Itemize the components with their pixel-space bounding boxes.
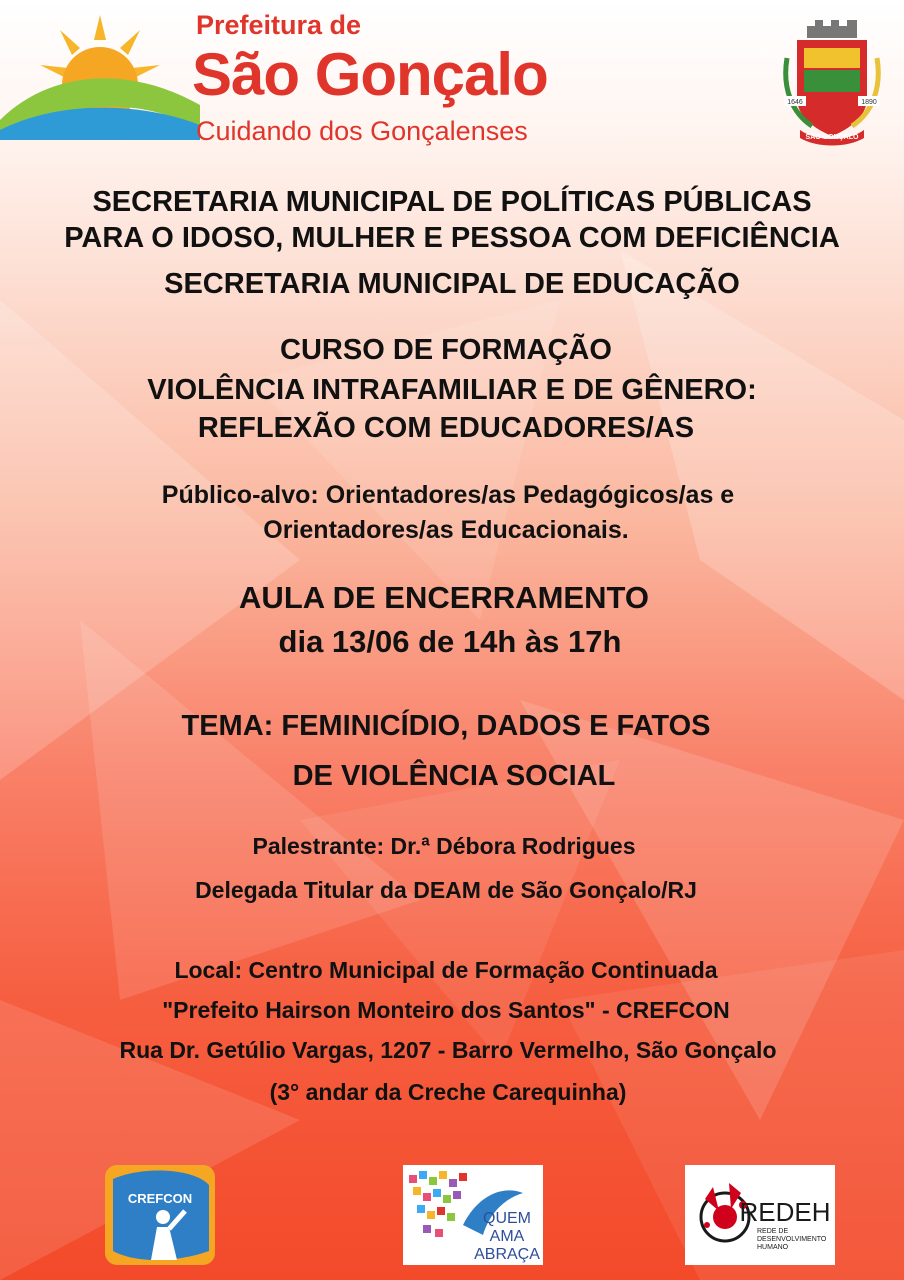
sun-logo-icon (0, 10, 200, 140)
publico-alvo-line1: Público-alvo: Orientadores/as Pedagógicos/as e (161, 481, 735, 509)
logo-prefeitura-text: Prefeitura de (196, 10, 362, 40)
coat-year-left: 1646 (787, 99, 803, 106)
local-address: Rua Dr. Getúlio Vargas, 1207 - Barro Vermelho, São Gonçalo (119, 1037, 777, 1063)
header (0, 0, 904, 160)
redeh-sub2: DESENVOLVIMENTO (757, 1236, 827, 1243)
crefcon-logo-icon (105, 1165, 215, 1265)
redeh-sub3: HUMANO (757, 1244, 789, 1251)
logo-slogan: Cuidando dos Gonçalenses (196, 116, 528, 146)
curso-title: CURSO DE FORMAÇÃO (280, 334, 612, 366)
publico-alvo-line2: Orientadores/as Educacionais. (263, 516, 629, 544)
logo-city-name: São Gonçalo (192, 41, 548, 108)
tema-line2: DE VIOLÊNCIA SOCIAL (292, 760, 616, 792)
quem-text: QUEM (483, 1210, 531, 1227)
local-andar: (3° andar da Creche Carequinha) (269, 1079, 627, 1105)
crefcon-label: CREFCON (127, 1191, 193, 1206)
coat-of-arms-icon (782, 18, 882, 148)
secretaria-educacao: SECRETARIA MUNICIPAL DE EDUCAÇÃO (164, 268, 740, 300)
redeh-title: REDEH (739, 1197, 831, 1227)
abraca-text: ABRAÇA (474, 1246, 540, 1263)
curso-reflexao: REFLEXÃO COM EDUCADORES/AS (197, 412, 695, 444)
quem-ama-abraca-logo-icon (403, 1165, 543, 1265)
coat-label: SÃO GONÇALO (805, 134, 859, 141)
curso-subtitle: VIOLÊNCIA INTRAFAMILIAR E DE GÊNERO: (147, 374, 757, 406)
coat-year-right: 1890 (861, 99, 877, 106)
secretaria-politicas-line2: PARA O IDOSO, MULHER E PESSOA COM DEFICIÊNCIA (64, 222, 840, 254)
aula-encerramento: AULA DE ENCERRAMENTO (239, 580, 649, 615)
aula-data-horario: dia 13/06 de 14h às 17h (278, 624, 622, 659)
tema-line1: TEMA: FEMINICÍDIO, DADOS E FATOS (181, 710, 711, 742)
ama-text: AMA (489, 1228, 525, 1245)
local-line2: "Prefeito Hairson Monteiro dos Santos" - CREFCON (162, 997, 730, 1023)
palestrante-role: Delegada Titular da DEAM de São Gonçalo/RJ (195, 877, 697, 903)
redeh-sub1: REDE DE (757, 1228, 789, 1235)
secretaria-politicas-line1: SECRETARIA MUNICIPAL DE POLÍTICAS PÚBLICAS (92, 186, 812, 218)
local-line1: Local: Centro Municipal de Formação Continuada (174, 957, 718, 983)
palestrante-name: Palestrante: Dr.ª Débora Rodrigues (252, 833, 636, 859)
redeh-logo-icon (685, 1165, 835, 1265)
